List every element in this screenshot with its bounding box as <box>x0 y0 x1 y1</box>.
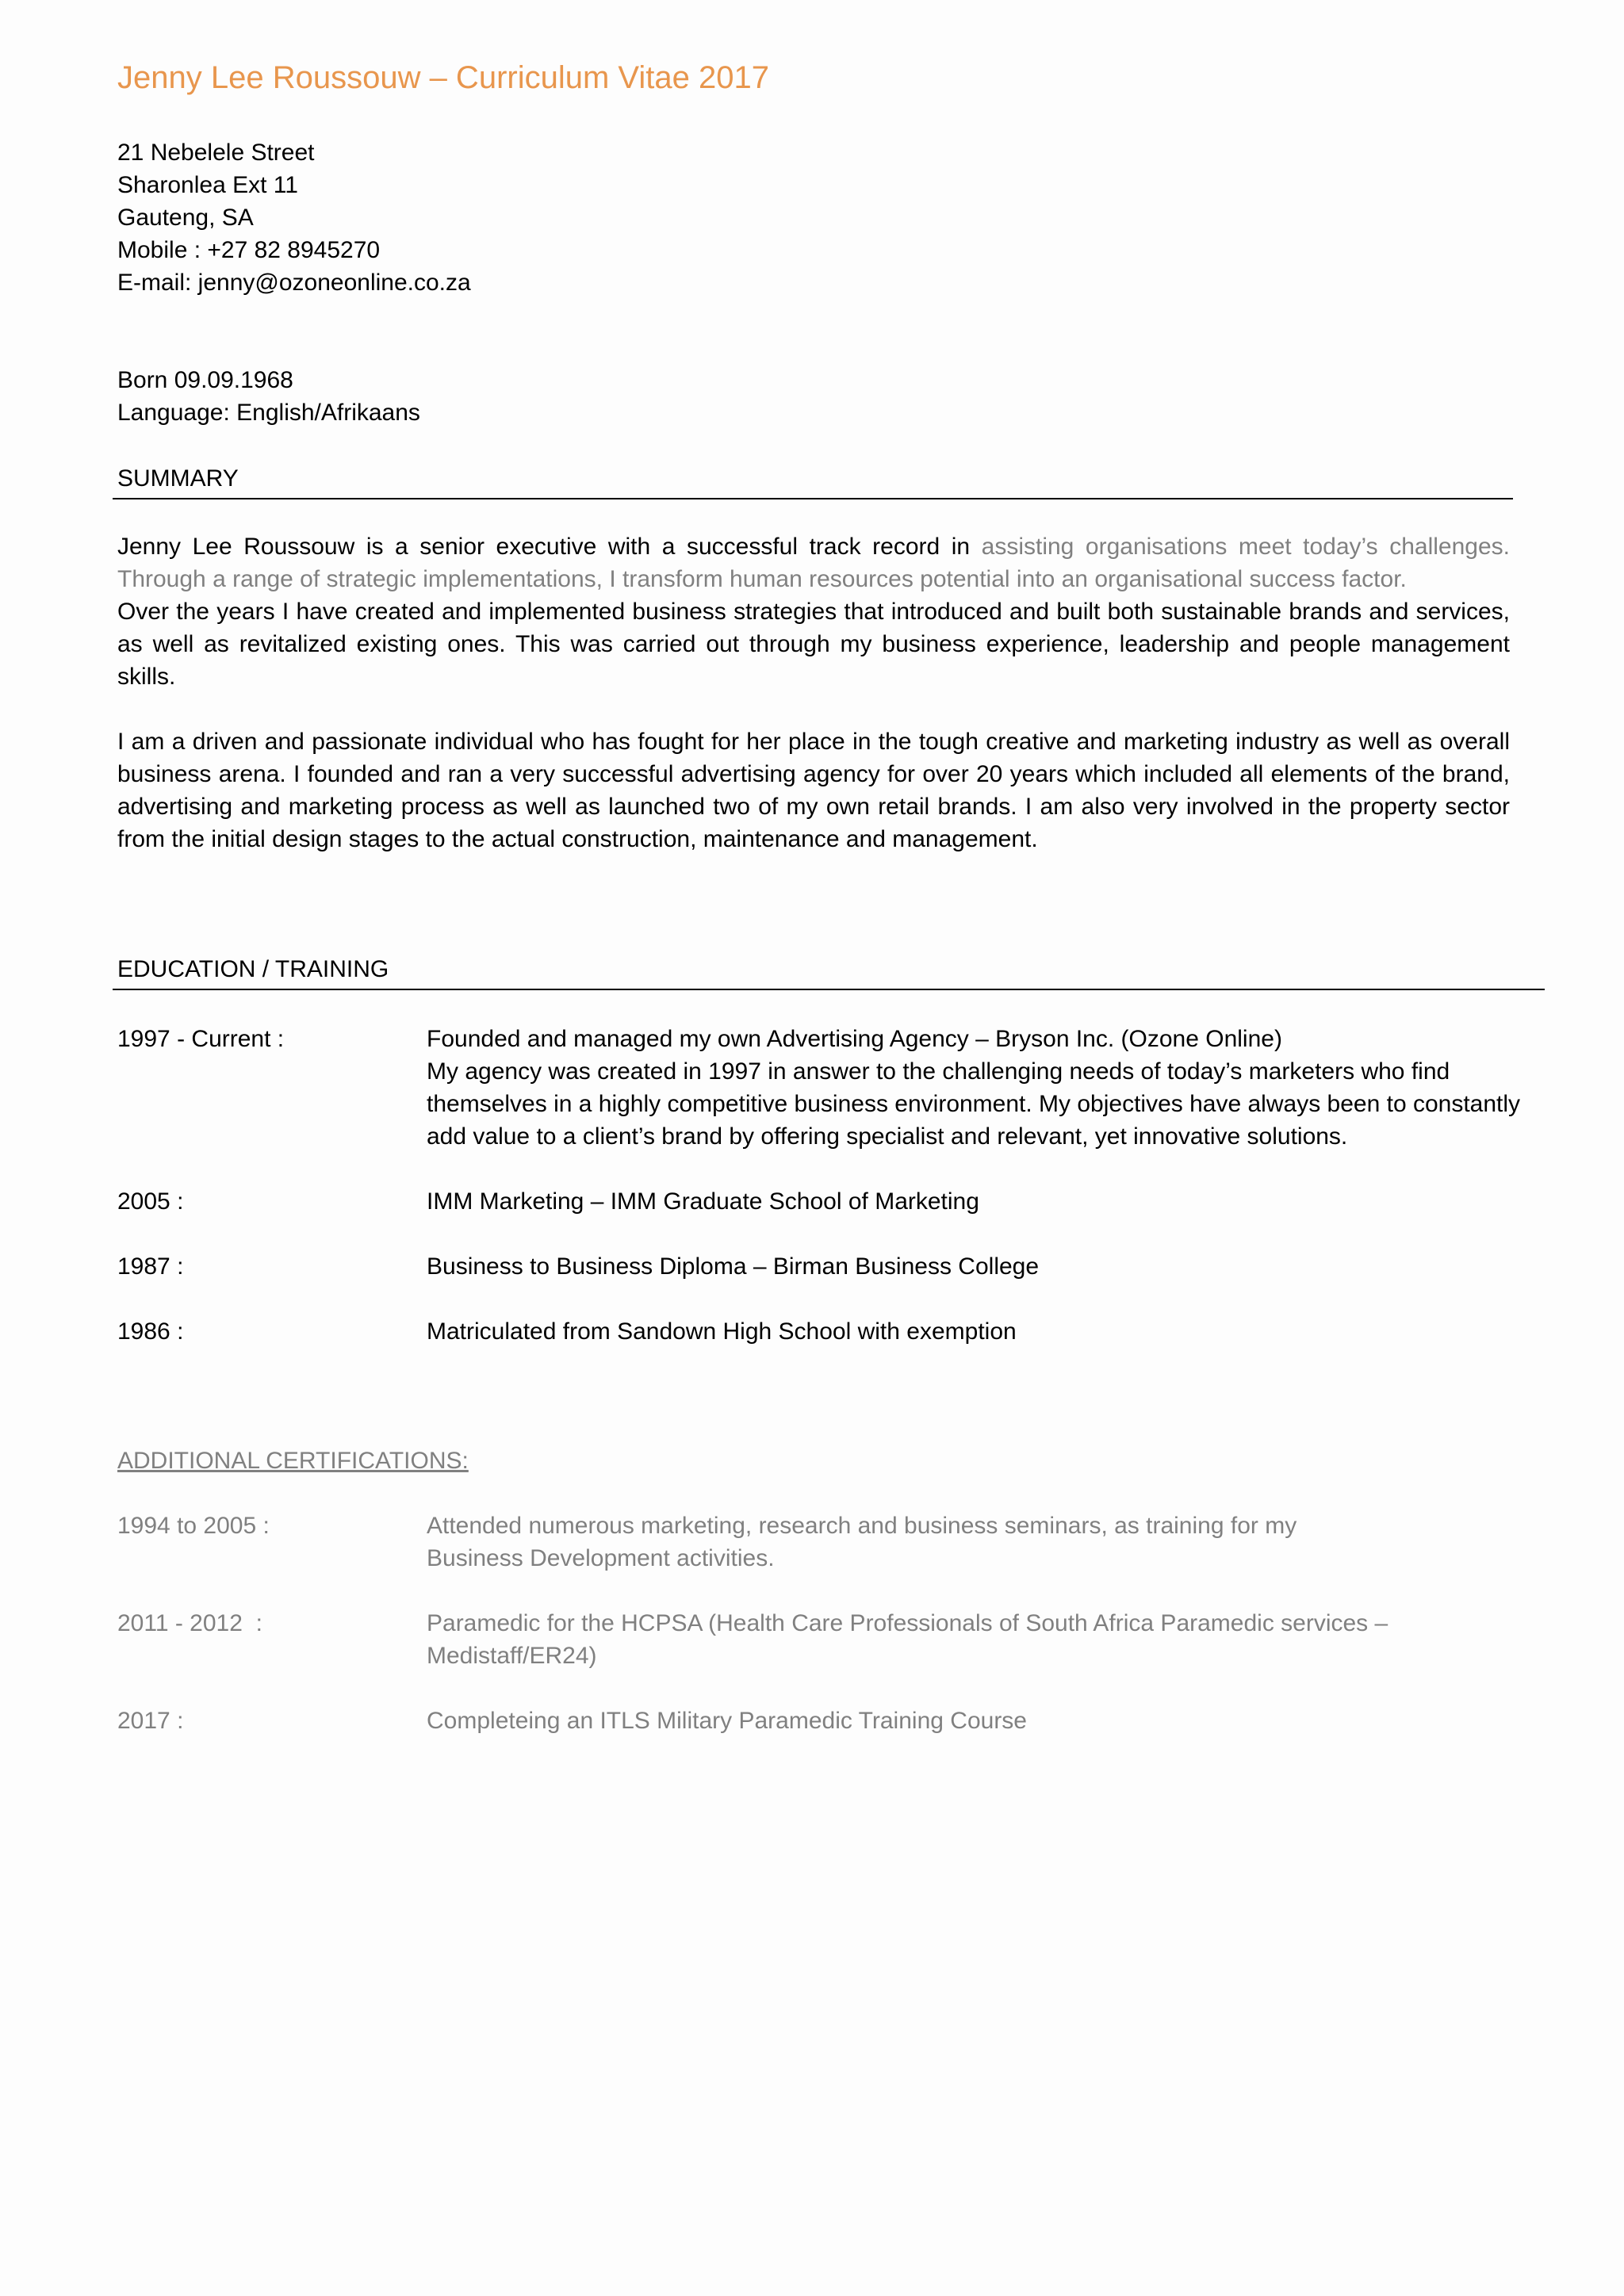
certification-description: Paramedic for the HCPSA (Health Care Professionals of South Africa Paramedic services – Medistaff/ER24) <box>427 1610 1388 1669</box>
certification-date: 1994 to 2005 : <box>117 1513 270 1539</box>
education-description: Business to Business Diploma – Birman Business College <box>427 1253 1040 1280</box>
education-date: 2005 : <box>117 1188 184 1215</box>
certification-description: Completeing an ITLS Military Paramedic Training Course <box>427 1708 1027 1734</box>
address-line-1: 21 Nebelele Street <box>117 140 315 166</box>
summary-paragraph-1 <box>117 530 1510 693</box>
education-date: 1997 - Current : <box>117 1026 285 1052</box>
address-line-3: Gauteng, SA <box>117 205 254 231</box>
summary-intro-text: Jenny Lee Roussouw is a senior executive with a successful track record in <box>117 534 982 560</box>
summary-body-text: Over the years I have created and implemented business strategies that introduced and built both sustainable brands and services, as well as revitalized existing ones. This was carried out through my business experience, leadership and people management skills. <box>117 599 1510 690</box>
education-date: 1986 : <box>117 1318 184 1345</box>
education-description: Matriculated from Sandown High School with exemption <box>427 1318 1017 1345</box>
summary-heading: SUMMARY <box>117 465 239 492</box>
certification-date: 2017 : <box>117 1708 184 1734</box>
address-line-2: Sharonlea Ext 11 <box>117 172 298 198</box>
certification-description: Attended numerous marketing, research and business seminars, as training for my Business Development activities. <box>427 1513 1297 1571</box>
certification-date: 2011 - 2012 : <box>117 1610 262 1636</box>
education-divider <box>113 989 1545 990</box>
summary-divider <box>113 498 1513 499</box>
education-heading: EDUCATION / TRAINING <box>117 956 389 982</box>
education-description: IMM Marketing – IMM Graduate School of Marketing <box>427 1188 979 1215</box>
summary-highlight-text: assisting organisations meet today’s challenges. Through a range of strategic implementations, I transform human resources potential into an organisational success factor. <box>117 534 1510 592</box>
mobile-number: Mobile : +27 82 8945270 <box>117 237 381 263</box>
education-date: 1987 : <box>117 1253 184 1280</box>
summary-paragraph-2: I am a driven and passionate individual who has fought for her place in the tough creative and marketing industry as well as overall business arena. I founded and ran a very successful advertising agency for over 20 years which included all elements of the brand, advertising and marketing process as well as launched two of my own retail brands. I am also very involved in the property sector from the initial design stages to the actual construction, maintenance and management. <box>117 729 1510 852</box>
languages: Language: English/Afrikaans <box>117 400 420 426</box>
education-description: Founded and managed my own Advertising Agency – Bryson Inc. (Ozone Online) My agency was created in 1997 in answer to the challenging needs of today’s marketers who find themselves in a highly competitive business environment. My objectives have always been to constantly add value to a client’s brand by offering specialist and relevant, yet innovative solutions. <box>427 1026 1521 1150</box>
email-address: E-mail: jenny@ozoneonline.co.za <box>117 270 471 296</box>
birth-date: Born 09.09.1968 <box>117 367 293 393</box>
certifications-heading: ADDITIONAL CERTIFICATIONS: <box>117 1448 469 1474</box>
document-title: Jenny Lee Roussouw – Curriculum Vitae 2017 <box>117 60 769 95</box>
